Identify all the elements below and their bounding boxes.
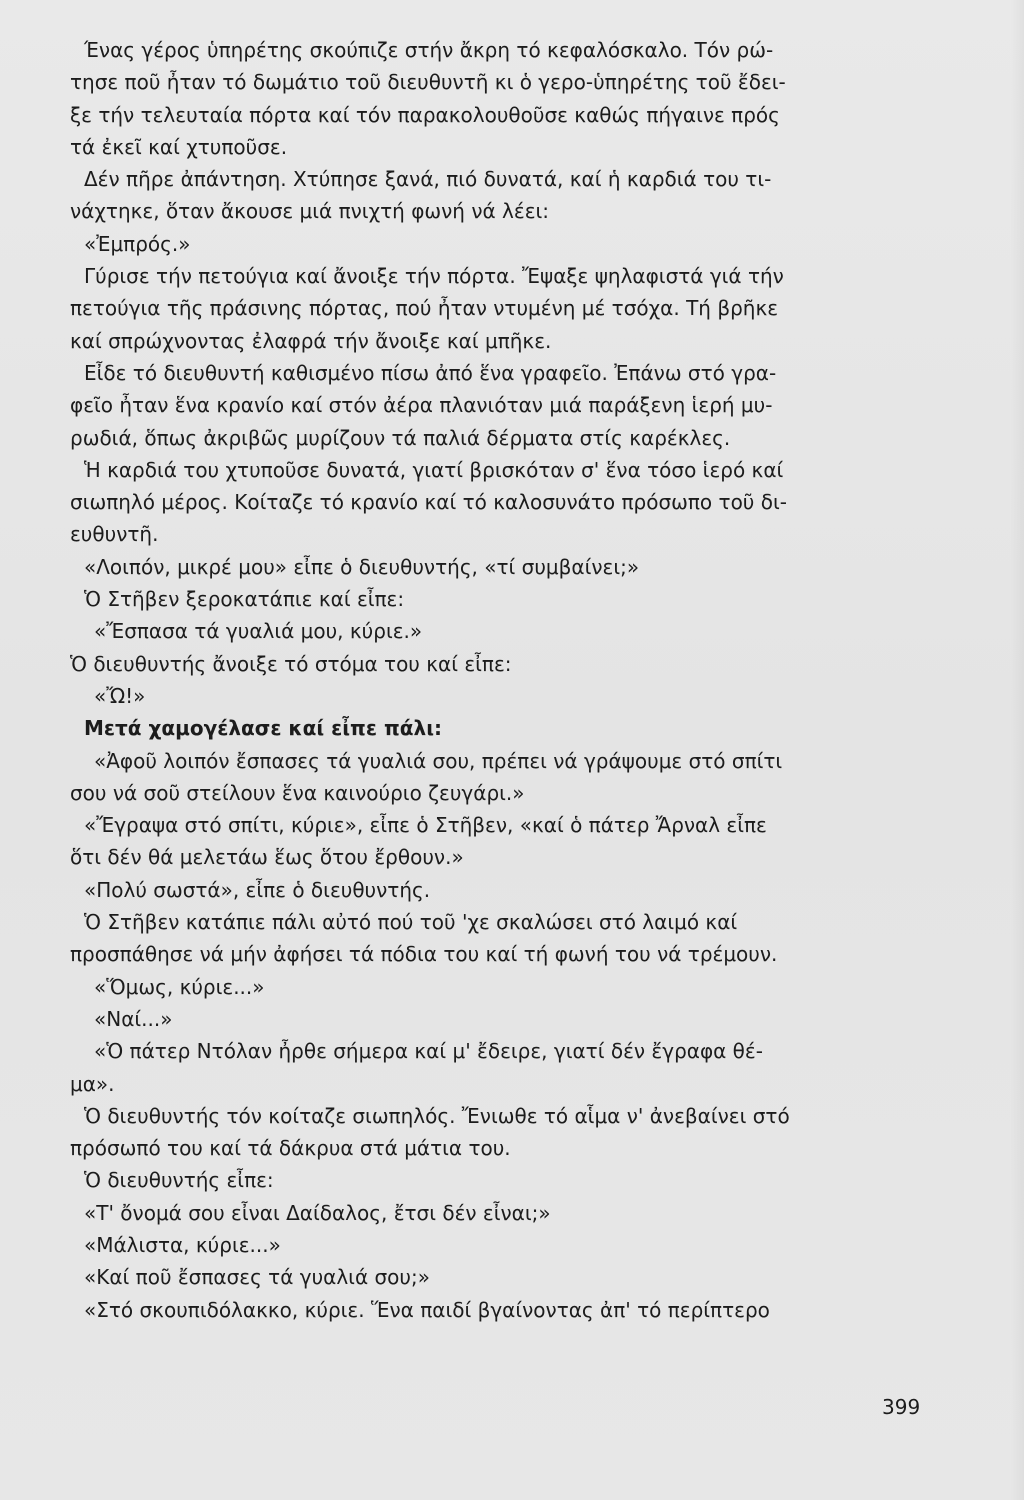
- text-line: Ένας γέρος ὑπηρέτης σκούπιζε στήν ἄκρη τό κεφαλόσκαλο. Τόν ρώ-: [84, 38, 774, 62]
- text-line: προσπάθησε νά μήν ἀφήσει τά πόδια του καί τή φωνή του νά τρέμουν.: [70, 942, 778, 967]
- text-line: Ὁ διευθυντής τόν κοίταζε σιωπηλός. Ἔνιωθε τό αἷμα ν' ἀνεβαίνει στό: [84, 1103, 790, 1128]
- text-line: Ὁ Στῆβεν ξεροκατάπιε καί εἶπε:: [84, 587, 405, 612]
- text-line: «Ὅμως, κύριε...»: [94, 974, 265, 999]
- text-line: «Ἐμπρός.»: [84, 231, 191, 256]
- text-line: «Ὁ πάτερ Ντόλαν ἦρθε σήμερα καί μ' ἔδειρε, γιατί δέν ἔγραφα θέ-: [94, 1039, 763, 1064]
- text-line: Ὁ διευθυντής εἶπε:: [84, 1168, 274, 1193]
- text-line: Δέν πῆρε ἀπάντηση. Χτύπησε ξανά, πιό δυνατά, καί ἡ καρδιά του τι-: [84, 167, 772, 192]
- page-body-text: [70, 34, 946, 1326]
- text-line: «Ναί...»: [94, 1006, 173, 1031]
- text-line: Ὁ διευθυντής ἄνοιξε τό στόμα του καί εἶπε:: [70, 651, 512, 676]
- text-line: καί σπρώχνοντας ἐλαφρά τήν ἄνοιξε καί μπῆκε.: [70, 328, 552, 353]
- text-line: «Λοιπόν, μικρέ μου» εἶπε ὁ διευθυντής, «τί συμβαίνει;»: [84, 554, 640, 579]
- page-number: 399: [882, 1395, 921, 1419]
- text-line: σιωπηλό μέρος. Κοίταζε τό κρανίο καί τό καλοσυνάτο πρόσωπο τοῦ δι-: [70, 490, 787, 515]
- text-line: τά ἐκεῖ καί χτυποῦσε.: [70, 134, 288, 159]
- text-line: Ἡ καρδιά του χτυποῦσε δυνατά, γιατί βρισκόταν σ' ἕνα τόσο ἱερό καί: [84, 457, 784, 482]
- text-line: ξε τήν τελευταία πόρτα καί τόν παρακολουθοῦσε καθώς πήγαινε πρός: [70, 102, 780, 127]
- text-line: ρωδιά, ὅπως ἀκριβῶς μυρίζουν τά παλιά δέρματα στίς καρέκλες.: [70, 425, 731, 450]
- text-line: μα».: [70, 1071, 115, 1096]
- text-line: «Τ' ὄνομά σου εἶναι Δαίδαλος, ἔτσι δέν εἶναι;»: [84, 1200, 551, 1225]
- page-edge-shadow: [1010, 0, 1024, 1500]
- text-line: «Ἀφοῦ λοιπόν ἔσπασες τά γυαλιά σου, πρέπει νά γράψουμε στό σπίτι: [94, 748, 783, 773]
- text-line: πρόσωπό του καί τά δάκρυα στά μάτια του.: [70, 1136, 511, 1161]
- text-line: ὅτι δέν θά μελετάω ἕως ὅτου ἔρθουν.»: [70, 845, 464, 870]
- text-line: «Μάλιστα, κύριε...»: [84, 1232, 281, 1257]
- text-line: Γύρισε τήν πετούγια καί ἄνοιξε τήν πόρτα. Ἔψαξε ψηλαφιστά γιά τήν: [84, 264, 784, 289]
- text-line: «Ἔγραψα στό σπίτι, κύριε», εἶπε ὁ Στῆβεν, «καί ὁ πάτερ Ἄρναλ εἶπε: [84, 813, 767, 838]
- text-line: «Ἔσπασα τά γυαλιά μου, κύριε.»: [94, 619, 423, 644]
- text-line: νάχτηκε, ὅταν ἄκουσε μιά πνιχτή φωνή νά λέει:: [70, 199, 550, 224]
- text-line: «Ὤ!»: [94, 683, 146, 708]
- text-line: «Πολύ σωστά», εἶπε ὁ διευθυντής.: [84, 877, 431, 902]
- text-line: Ὁ Στῆβεν κατάπιε πάλι αὐτό πού τοῦ 'χε σκαλώσει στό λαιμό καί: [84, 910, 738, 935]
- text-line: Μετά χαμογέλασε καί εἶπε πάλι:: [84, 716, 442, 741]
- text-line: ευθυντῆ.: [70, 522, 159, 547]
- text-line: Εἶδε τό διευθυντή καθισμένο πίσω ἀπό ἕνα γραφεῖο. Ἐπάνω στό γρα-: [84, 360, 777, 385]
- text-line: τησε ποῦ ἦταν τό δωμάτιο τοῦ διευθυντῆ κι ὁ γερο-ὑπηρέτης τοῦ ἔδει-: [70, 70, 786, 95]
- text-line: «Στό σκουπιδόλακκο, κύριε. Ἕνα παιδί βγαίνοντας ἀπ' τό περίπτερο: [84, 1297, 770, 1322]
- text-line: φεῖο ἦταν ἕνα κρανίο καί στόν ἀέρα πλανιόταν μιά παράξενη ἱερή μυ-: [70, 393, 773, 418]
- text-line: «Καί ποῦ ἔσπασες τά γυαλιά σου;»: [84, 1265, 430, 1290]
- text-line: πετούγια τῆς πράσινης πόρτας, πού ἦταν ντυμένη μέ τσόχα. Τή βρῆκε: [70, 296, 779, 321]
- text-line: σου νά σοῦ στείλουν ἕνα καινούριο ζευγάρι.»: [70, 780, 525, 805]
